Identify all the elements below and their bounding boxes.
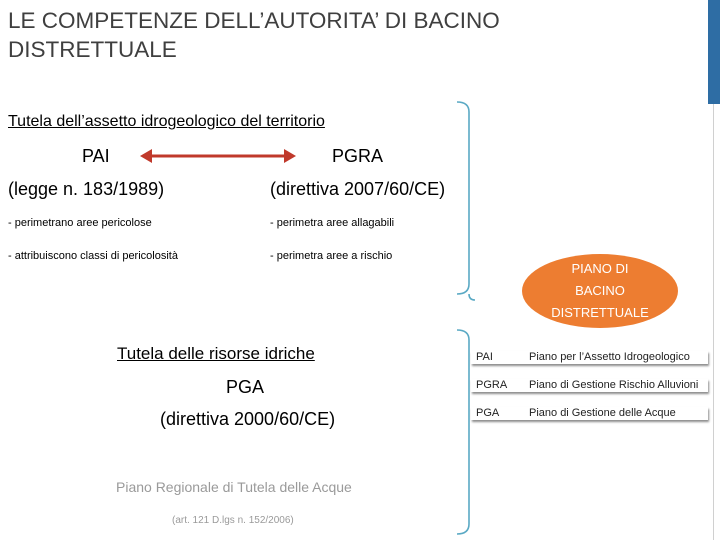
water-heading: Tutela delle risorse idriche	[117, 344, 315, 363]
accent-bar	[708, 0, 720, 104]
legend-row	[471, 407, 708, 420]
pai-law: (legge n. 183/1989)	[8, 179, 165, 199]
pgra-acronym: PGRA	[332, 146, 384, 166]
legend-desc: Piano di Gestione Rischio Alluvioni	[529, 379, 699, 391]
pgra-bullet: - perimetra aree allagabili	[270, 217, 395, 229]
legend-desc: Piano per l’Assetto Idrogeologico	[529, 351, 690, 363]
legend-desc: Piano di Gestione delle Acque	[529, 407, 676, 419]
page-title: LE COMPETENZE DELL’AUTORITA’ DI BACINO DISTRETTUALE	[8, 8, 500, 62]
legend-abbr: PGRA	[476, 379, 508, 391]
oval-label: BACINO	[575, 283, 625, 298]
district-plan-oval	[522, 254, 678, 328]
pai-bullet: - attribuiscono classi di pericolosità	[8, 250, 178, 262]
pgra-bullet: - perimetra aree a rischio	[270, 250, 393, 262]
pga-acronym: PGA	[226, 377, 265, 397]
oval-label: PIANO DI	[571, 261, 629, 276]
divider-line	[713, 104, 714, 540]
regional-plan: Piano Regionale di Tutela delle Acque	[116, 479, 352, 495]
pai-bullet: - perimetrano aree pericolose	[8, 217, 152, 229]
hydro-heading: Tutela dell’assetto idrogeologico del territorio	[8, 113, 325, 130]
pgra-law: (direttiva 2007/60/CE)	[270, 179, 446, 199]
regional-law: (art. 121 D.lgs n. 152/2006)	[172, 515, 294, 526]
legend-row	[471, 351, 708, 364]
legend-abbr: PAI	[476, 351, 493, 363]
bracket-connector	[455, 98, 477, 540]
pai-acronym: PAI	[82, 146, 110, 166]
legend-row	[471, 379, 708, 392]
double-arrow-icon	[138, 148, 298, 164]
pga-law: (direttiva 2000/60/CE)	[160, 409, 336, 429]
oval-label: DISTRETTUALE	[551, 305, 649, 320]
legend-abbr: PGA	[476, 407, 500, 419]
